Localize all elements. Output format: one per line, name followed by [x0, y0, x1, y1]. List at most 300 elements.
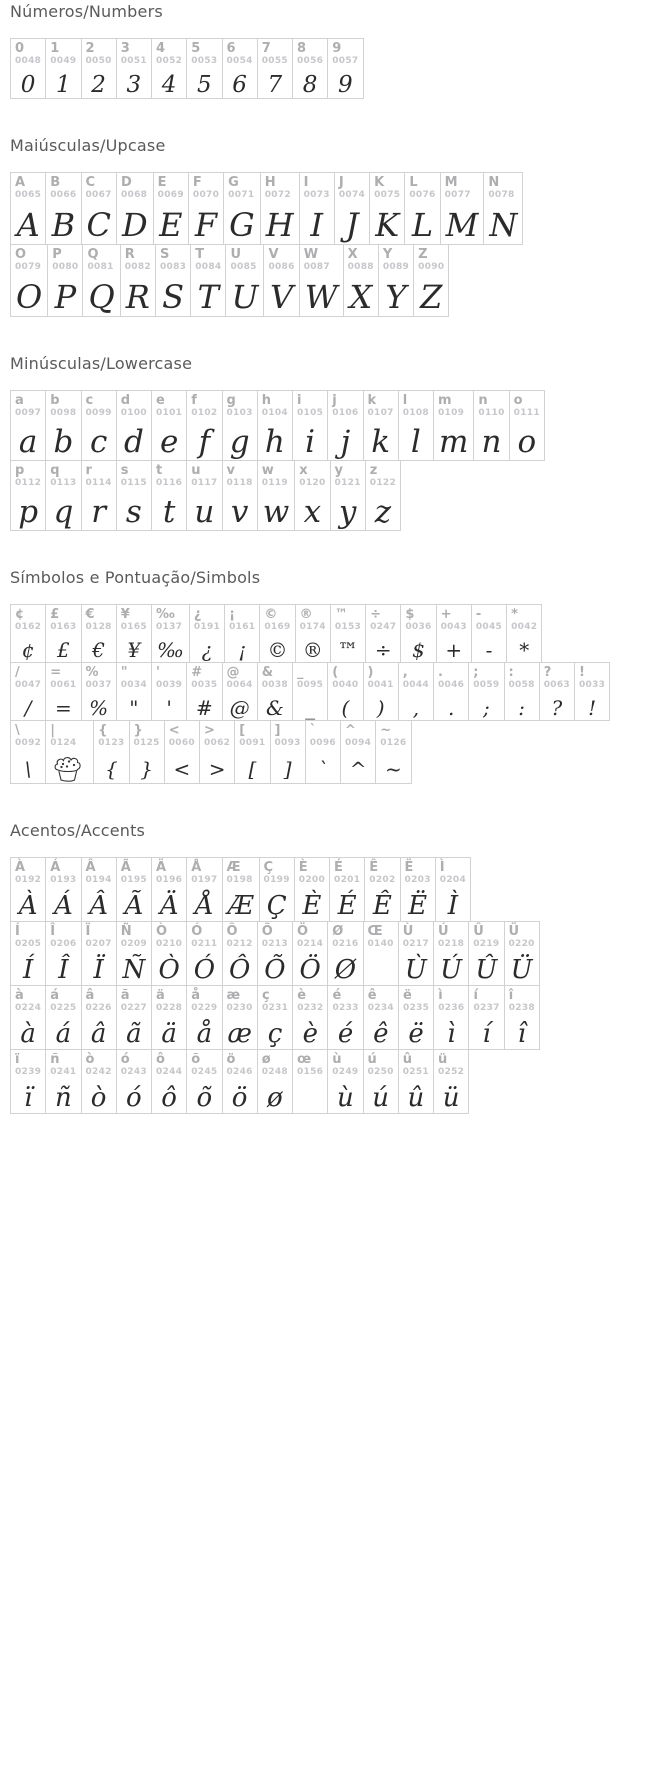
- cell-header: [474, 391, 508, 424]
- cell-code: 0044: [402, 680, 429, 690]
- cell-header: [82, 391, 116, 424]
- glyph-cell: [505, 922, 539, 985]
- cell-header: [152, 986, 186, 1019]
- cell-code: 0199: [263, 875, 290, 885]
- cell-header: [117, 858, 151, 891]
- cell-glyph: 8: [302, 72, 318, 98]
- cell-ref-char: a: [15, 393, 24, 408]
- cell-code: 0245: [191, 1067, 218, 1077]
- cell-header: [117, 663, 151, 696]
- glyph-cell: [401, 605, 436, 662]
- cell-ref-char: /: [15, 665, 20, 680]
- cell-glyph: é: [337, 1019, 354, 1049]
- cell-glyph: !: [588, 696, 597, 720]
- glyph-cell: [414, 245, 448, 316]
- cell-code: 0125: [133, 738, 160, 748]
- cell-glyph: ®: [302, 638, 323, 662]
- cell-glyph: h: [264, 424, 285, 460]
- cell-ref-char: ñ: [50, 1052, 60, 1067]
- cell-glyph: ÷: [374, 638, 392, 662]
- glyph-cell: [434, 391, 474, 460]
- cell-header: [441, 173, 484, 206]
- cell-ref-char: Ê: [369, 860, 379, 875]
- glyph-cell: [187, 663, 222, 720]
- cell-header: [223, 922, 257, 955]
- cell-code: 0038: [261, 680, 288, 690]
- glyph-cell: [152, 858, 187, 921]
- cell-glyph: C: [86, 206, 111, 244]
- cell-ref-char: s: [120, 463, 129, 478]
- glyph-cell: [510, 391, 544, 460]
- cell-code: 0116: [156, 478, 183, 488]
- cell-header: [293, 986, 327, 1019]
- cell-code: 0163: [50, 622, 77, 632]
- cell-code: 0191: [193, 622, 221, 632]
- cell-glyph: r: [91, 494, 107, 530]
- cell-ref-char: F: [192, 175, 202, 190]
- cell-code: 0238: [508, 1003, 535, 1013]
- cell-glyph: v: [230, 494, 249, 530]
- cell-code: 0094: [345, 738, 372, 748]
- glyph-cell: [226, 245, 264, 316]
- glyph-cell: [507, 605, 541, 662]
- cell-header: [46, 663, 80, 696]
- charmap-section-accents: [10, 821, 661, 1114]
- cell-header: [117, 39, 151, 72]
- cell-glyph: f: [198, 424, 211, 460]
- cell-code: 0239: [15, 1067, 42, 1077]
- cell-ref-char: O: [15, 247, 27, 262]
- cell-code: 0105: [297, 408, 324, 418]
- cell-ref-char: ™: [334, 607, 348, 622]
- glyph-cell: [223, 922, 258, 985]
- glyph-cell: [11, 461, 46, 530]
- cell-ref-char: 0: [15, 41, 25, 56]
- glyph-cell: [223, 986, 258, 1049]
- cell-header: [364, 1050, 398, 1083]
- glyph-cell: [399, 922, 434, 985]
- cell-glyph: ~: [384, 756, 402, 781]
- cell-glyph: ¥: [127, 638, 141, 662]
- cell-ref-char: Ò: [156, 924, 168, 939]
- glyph-cell: [328, 663, 363, 720]
- cell-code: 0053: [191, 56, 218, 66]
- cell-ref-char: ?: [543, 665, 552, 680]
- cell-code: 0128: [85, 622, 112, 632]
- cell-glyph: N: [489, 206, 518, 244]
- glyph-cell: [187, 1050, 222, 1113]
- cell-header: [261, 173, 299, 206]
- cell-glyph: 3: [126, 72, 142, 98]
- glyph-table: [10, 390, 545, 531]
- cell-glyph: -: [485, 638, 493, 662]
- cell-header: [328, 663, 362, 696]
- cell-code: 0196: [156, 875, 183, 885]
- glyph-cell: [364, 986, 399, 1049]
- cell-header: [82, 986, 116, 1019]
- cell-glyph: y: [338, 494, 357, 530]
- cell-header: [225, 605, 259, 638]
- cell-code: 0054: [226, 56, 253, 66]
- cell-code: 0165: [120, 622, 147, 632]
- cell-ref-char: ë: [402, 988, 412, 1003]
- glyph-table: [10, 38, 364, 99]
- cell-ref-char: !: [579, 665, 585, 680]
- cell-code: 0090: [418, 262, 445, 272]
- cell-header: [331, 605, 365, 638]
- cell-code: 0093: [274, 738, 301, 748]
- section-title: Acentos/Accents: [10, 821, 146, 840]
- glyph-cell: [223, 391, 258, 460]
- cell-ref-char: <: [168, 723, 180, 738]
- cell-code: 0140: [367, 939, 394, 949]
- glyph-table: [10, 172, 523, 317]
- cell-glyph: Í: [22, 955, 34, 985]
- glyph-cell: [117, 858, 152, 921]
- cell-ref-char: p: [15, 463, 25, 478]
- cell-code: 0043: [440, 622, 467, 632]
- cell-ref-char: m: [438, 393, 452, 408]
- cell-glyph: Ò: [158, 955, 180, 985]
- cell-glyph: W: [304, 278, 338, 316]
- cell-header: [399, 1050, 433, 1083]
- cell-ref-char: 6: [226, 41, 236, 56]
- cell-header: [366, 605, 400, 638]
- cell-glyph: Ü: [510, 955, 533, 985]
- cell-ref-char: Ï: [85, 924, 91, 939]
- cell-glyph: q: [53, 494, 74, 530]
- glyph-cell: [331, 461, 366, 530]
- cell-code: 0229: [191, 1003, 218, 1013]
- cell-glyph: ™: [337, 638, 358, 662]
- cell-code: 0231: [261, 1003, 289, 1013]
- cell-header: [271, 721, 305, 754]
- cell-ref-char: Ü: [508, 924, 520, 939]
- cell-header: [414, 245, 448, 278]
- cell-header: [295, 461, 329, 494]
- cell-glyph: [: [248, 756, 257, 781]
- glyph-cell: [82, 461, 117, 530]
- cell-ref-char: U: [230, 247, 242, 262]
- cell-ref-char: Ù: [402, 924, 414, 939]
- cell-code: 0111: [513, 408, 540, 418]
- cell-glyph: S: [162, 278, 185, 316]
- cell-code: 0193: [50, 875, 77, 885]
- cell-header: [46, 986, 80, 1019]
- cell-code: 0137: [156, 622, 183, 632]
- cell-header: [434, 1050, 468, 1083]
- glyph-cell: [271, 721, 306, 783]
- cell-glyph: &: [265, 696, 284, 720]
- glyph-cell: [469, 663, 504, 720]
- cell-code: 0227: [120, 1003, 147, 1013]
- cell-header: [434, 922, 468, 955]
- cell-glyph: u: [194, 494, 215, 530]
- glyph-cell: [11, 1050, 46, 1113]
- cell-ref-char: À: [15, 860, 26, 875]
- glyph-cell: [46, 461, 81, 530]
- cell-ref-char: x: [299, 463, 308, 478]
- cell-code: 0213: [261, 939, 288, 949]
- glyph-cell: [11, 245, 48, 316]
- cell-ref-char: Á: [50, 860, 61, 875]
- cell-glyph: õ: [196, 1083, 213, 1113]
- cell-glyph: 4: [161, 72, 177, 98]
- cell-header: [258, 663, 292, 696]
- cell-glyph: 5: [197, 72, 212, 98]
- glyph-row: [10, 921, 540, 986]
- cell-ref-char: Ì: [439, 860, 445, 875]
- cell-header: [117, 605, 151, 638]
- glyph-cell: [46, 39, 81, 98]
- cell-header: [152, 605, 189, 638]
- cell-ref-char: (: [332, 665, 339, 680]
- glyph-cell: [46, 721, 94, 783]
- glyph-cell: [484, 173, 522, 244]
- cell-glyph: ã: [126, 1019, 142, 1049]
- glyph-cell: [187, 391, 222, 460]
- glyph-cell: [434, 663, 469, 720]
- cell-header: [434, 663, 468, 696]
- cell-glyph: ô: [161, 1083, 177, 1113]
- cell-ref-char: É: [334, 860, 343, 875]
- cell-ref-char: è: [297, 988, 307, 1003]
- cell-header: [300, 245, 343, 278]
- cell-header: [575, 663, 609, 696]
- glyph-cell: [224, 173, 261, 244]
- cell-glyph: 1: [56, 72, 71, 98]
- cell-glyph: î: [517, 1019, 526, 1049]
- cell-glyph: ]: [283, 756, 292, 781]
- cell-ref-char: ù: [332, 1052, 342, 1067]
- cell-ref-char: Ç: [263, 860, 274, 875]
- glyph-row: [10, 172, 523, 245]
- glyph-cell: [46, 663, 81, 720]
- cell-glyph: 0: [20, 72, 36, 98]
- glyph-cell: [441, 173, 485, 244]
- cell-header: [264, 245, 298, 278]
- cell-header: [117, 173, 153, 206]
- glyph-cell: [187, 858, 222, 921]
- cell-code: 0060: [168, 738, 195, 748]
- cell-ref-char: q: [50, 463, 60, 478]
- cell-header: [364, 391, 398, 424]
- glyph-cell: [156, 245, 191, 316]
- cell-header: [224, 173, 260, 206]
- cell-header: [399, 986, 433, 1019]
- cell-ref-char: ç: [261, 988, 270, 1003]
- cell-header: [46, 858, 80, 891]
- cell-code: 0241: [50, 1067, 77, 1077]
- cell-glyph: T: [197, 278, 220, 316]
- cell-header: [328, 39, 362, 72]
- cell-header: [293, 1050, 327, 1083]
- cell-code: 0106: [332, 408, 359, 418]
- glyph-row: [10, 38, 364, 99]
- cell-code: 0091: [239, 738, 266, 748]
- cell-glyph: {: [105, 756, 118, 781]
- cell-header: [11, 461, 45, 494]
- cell-code: 0045: [475, 622, 503, 632]
- cell-header: [293, 922, 327, 955]
- cell-glyph: x: [303, 494, 322, 530]
- cell-header: [117, 986, 151, 1019]
- cell-header: [191, 245, 225, 278]
- cell-code: 0085: [230, 262, 257, 272]
- cell-glyph: d: [123, 424, 144, 460]
- cell-glyph: Á: [53, 891, 73, 921]
- cell-code: 0113: [50, 478, 77, 488]
- cell-glyph: M: [445, 206, 479, 244]
- cell-glyph: n: [481, 424, 502, 460]
- glyph-cell: [165, 721, 200, 783]
- cell-header: [11, 858, 45, 891]
- glyph-cell: [11, 39, 46, 98]
- cell-header: [379, 245, 413, 278]
- cell-ref-char: *: [511, 607, 518, 622]
- cell-ref-char: 8: [297, 41, 307, 56]
- glyph-cell: [260, 858, 295, 921]
- cell-glyph: ê: [373, 1019, 389, 1049]
- glyph-cell: [335, 173, 370, 244]
- cell-glyph: ò: [90, 1083, 107, 1113]
- cell-glyph: Ù: [404, 955, 427, 985]
- cell-ref-char: b: [50, 393, 60, 408]
- cell-code: 0248: [261, 1067, 288, 1077]
- cell-code: 0234: [367, 1003, 394, 1013]
- cell-code: 0225: [50, 1003, 77, 1013]
- cell-ref-char: ü: [438, 1052, 448, 1067]
- cell-ref-char: Œ: [367, 924, 383, 939]
- cell-code: 0040: [332, 680, 359, 690]
- cell-header: [82, 461, 116, 494]
- cell-ref-char: Ñ: [120, 924, 132, 939]
- cell-ref-char: 1: [50, 41, 60, 56]
- glyph-cell: [300, 173, 335, 244]
- cell-ref-char: D: [120, 175, 132, 190]
- cell-ref-char: j: [332, 393, 337, 408]
- cell-glyph: [46, 754, 93, 783]
- cell-ref-char: Ø: [332, 924, 344, 939]
- cell-code: 0226: [85, 1003, 112, 1013]
- charmap-section-symbols: [10, 568, 661, 784]
- cell-ref-char: }: [133, 723, 143, 738]
- cupcake-icon: [51, 754, 88, 783]
- cell-header: [152, 922, 186, 955]
- cell-header: [258, 461, 295, 494]
- cell-ref-char: õ: [191, 1052, 201, 1067]
- glyph-cell: [48, 245, 83, 316]
- cell-ref-char: Û: [473, 924, 484, 939]
- cell-code: 0087: [303, 262, 330, 272]
- cell-header: [11, 39, 45, 72]
- cell-ref-char: V: [268, 247, 279, 262]
- cell-ref-char: ¿: [193, 607, 202, 622]
- cell-code: 0109: [438, 408, 465, 418]
- cell-header: [364, 663, 398, 696]
- cell-header: [370, 173, 404, 206]
- cell-ref-char: ø: [261, 1052, 271, 1067]
- cell-ref-char: ,: [402, 665, 408, 680]
- cell-header: [223, 391, 257, 424]
- glyph-cell: [258, 986, 293, 1049]
- glyph-cell: [117, 1050, 152, 1113]
- cell-glyph: `: [317, 756, 328, 781]
- cell-header: [401, 858, 435, 891]
- cell-header: [152, 858, 186, 891]
- cell-header: [187, 39, 221, 72]
- cell-ref-char: ò: [85, 1052, 95, 1067]
- cell-header: [328, 1050, 362, 1083]
- cell-ref-char: í: [473, 988, 478, 1003]
- glyph-cell: [264, 245, 299, 316]
- glyph-cell: [364, 391, 399, 460]
- cell-code: 0052: [156, 56, 183, 66]
- cell-header: [405, 173, 439, 206]
- cell-glyph: ü: [442, 1083, 460, 1113]
- cell-header: [296, 605, 330, 638]
- cell-code: 0095: [297, 680, 324, 690]
- cell-glyph: ': [166, 696, 172, 720]
- glyph-cell: [341, 721, 376, 783]
- cell-ref-char: B: [50, 175, 61, 190]
- cell-code: 0068: [120, 190, 148, 200]
- cell-ref-char: €: [85, 607, 95, 622]
- cell-header: [121, 245, 155, 278]
- cell-ref-char: Í: [15, 924, 20, 939]
- cell-glyph: à: [20, 1019, 36, 1049]
- glyph-cell: [225, 605, 260, 662]
- glyph-cell: [328, 986, 363, 1049]
- cell-code: 0206: [50, 939, 77, 949]
- cell-header: [344, 245, 378, 278]
- cell-glyph: L: [411, 206, 434, 244]
- glyph-cell: [293, 39, 328, 98]
- cell-header: [295, 858, 329, 891]
- glyph-cell: [117, 173, 154, 244]
- cell-glyph: B: [51, 206, 76, 244]
- glyph-cell: [405, 173, 440, 244]
- cell-code: 0072: [264, 190, 291, 200]
- glyph-cell: [82, 663, 117, 720]
- cell-ref-char: Æ: [226, 860, 241, 875]
- cell-ref-char: =: [50, 665, 62, 680]
- cell-glyph: O: [16, 278, 43, 316]
- cell-code: 0124: [50, 738, 77, 748]
- glyph-cell: [46, 173, 81, 244]
- cell-ref-char: d: [120, 393, 131, 408]
- glyph-cell: [117, 391, 152, 460]
- glyph-cell: [505, 986, 539, 1049]
- cell-glyph: b: [53, 424, 74, 460]
- cell-header: [11, 663, 45, 696]
- cell-header: [507, 605, 541, 638]
- cell-glyph: Ã: [124, 891, 144, 921]
- glyph-cell: [364, 663, 399, 720]
- glyph-cell: [189, 173, 224, 244]
- cell-glyph: ¿: [201, 638, 213, 662]
- cell-glyph: \: [24, 756, 32, 781]
- glyph-cell: [399, 663, 434, 720]
- cell-header: [223, 663, 257, 696]
- cell-ref-char: \: [15, 723, 20, 738]
- glyph-cell: [296, 605, 331, 662]
- glyph-cell: [187, 986, 222, 1049]
- glyph-cell: [260, 605, 295, 662]
- glyph-cell: [117, 986, 152, 1049]
- cell-code: 0220: [508, 939, 535, 949]
- cell-glyph: ?: [551, 696, 563, 720]
